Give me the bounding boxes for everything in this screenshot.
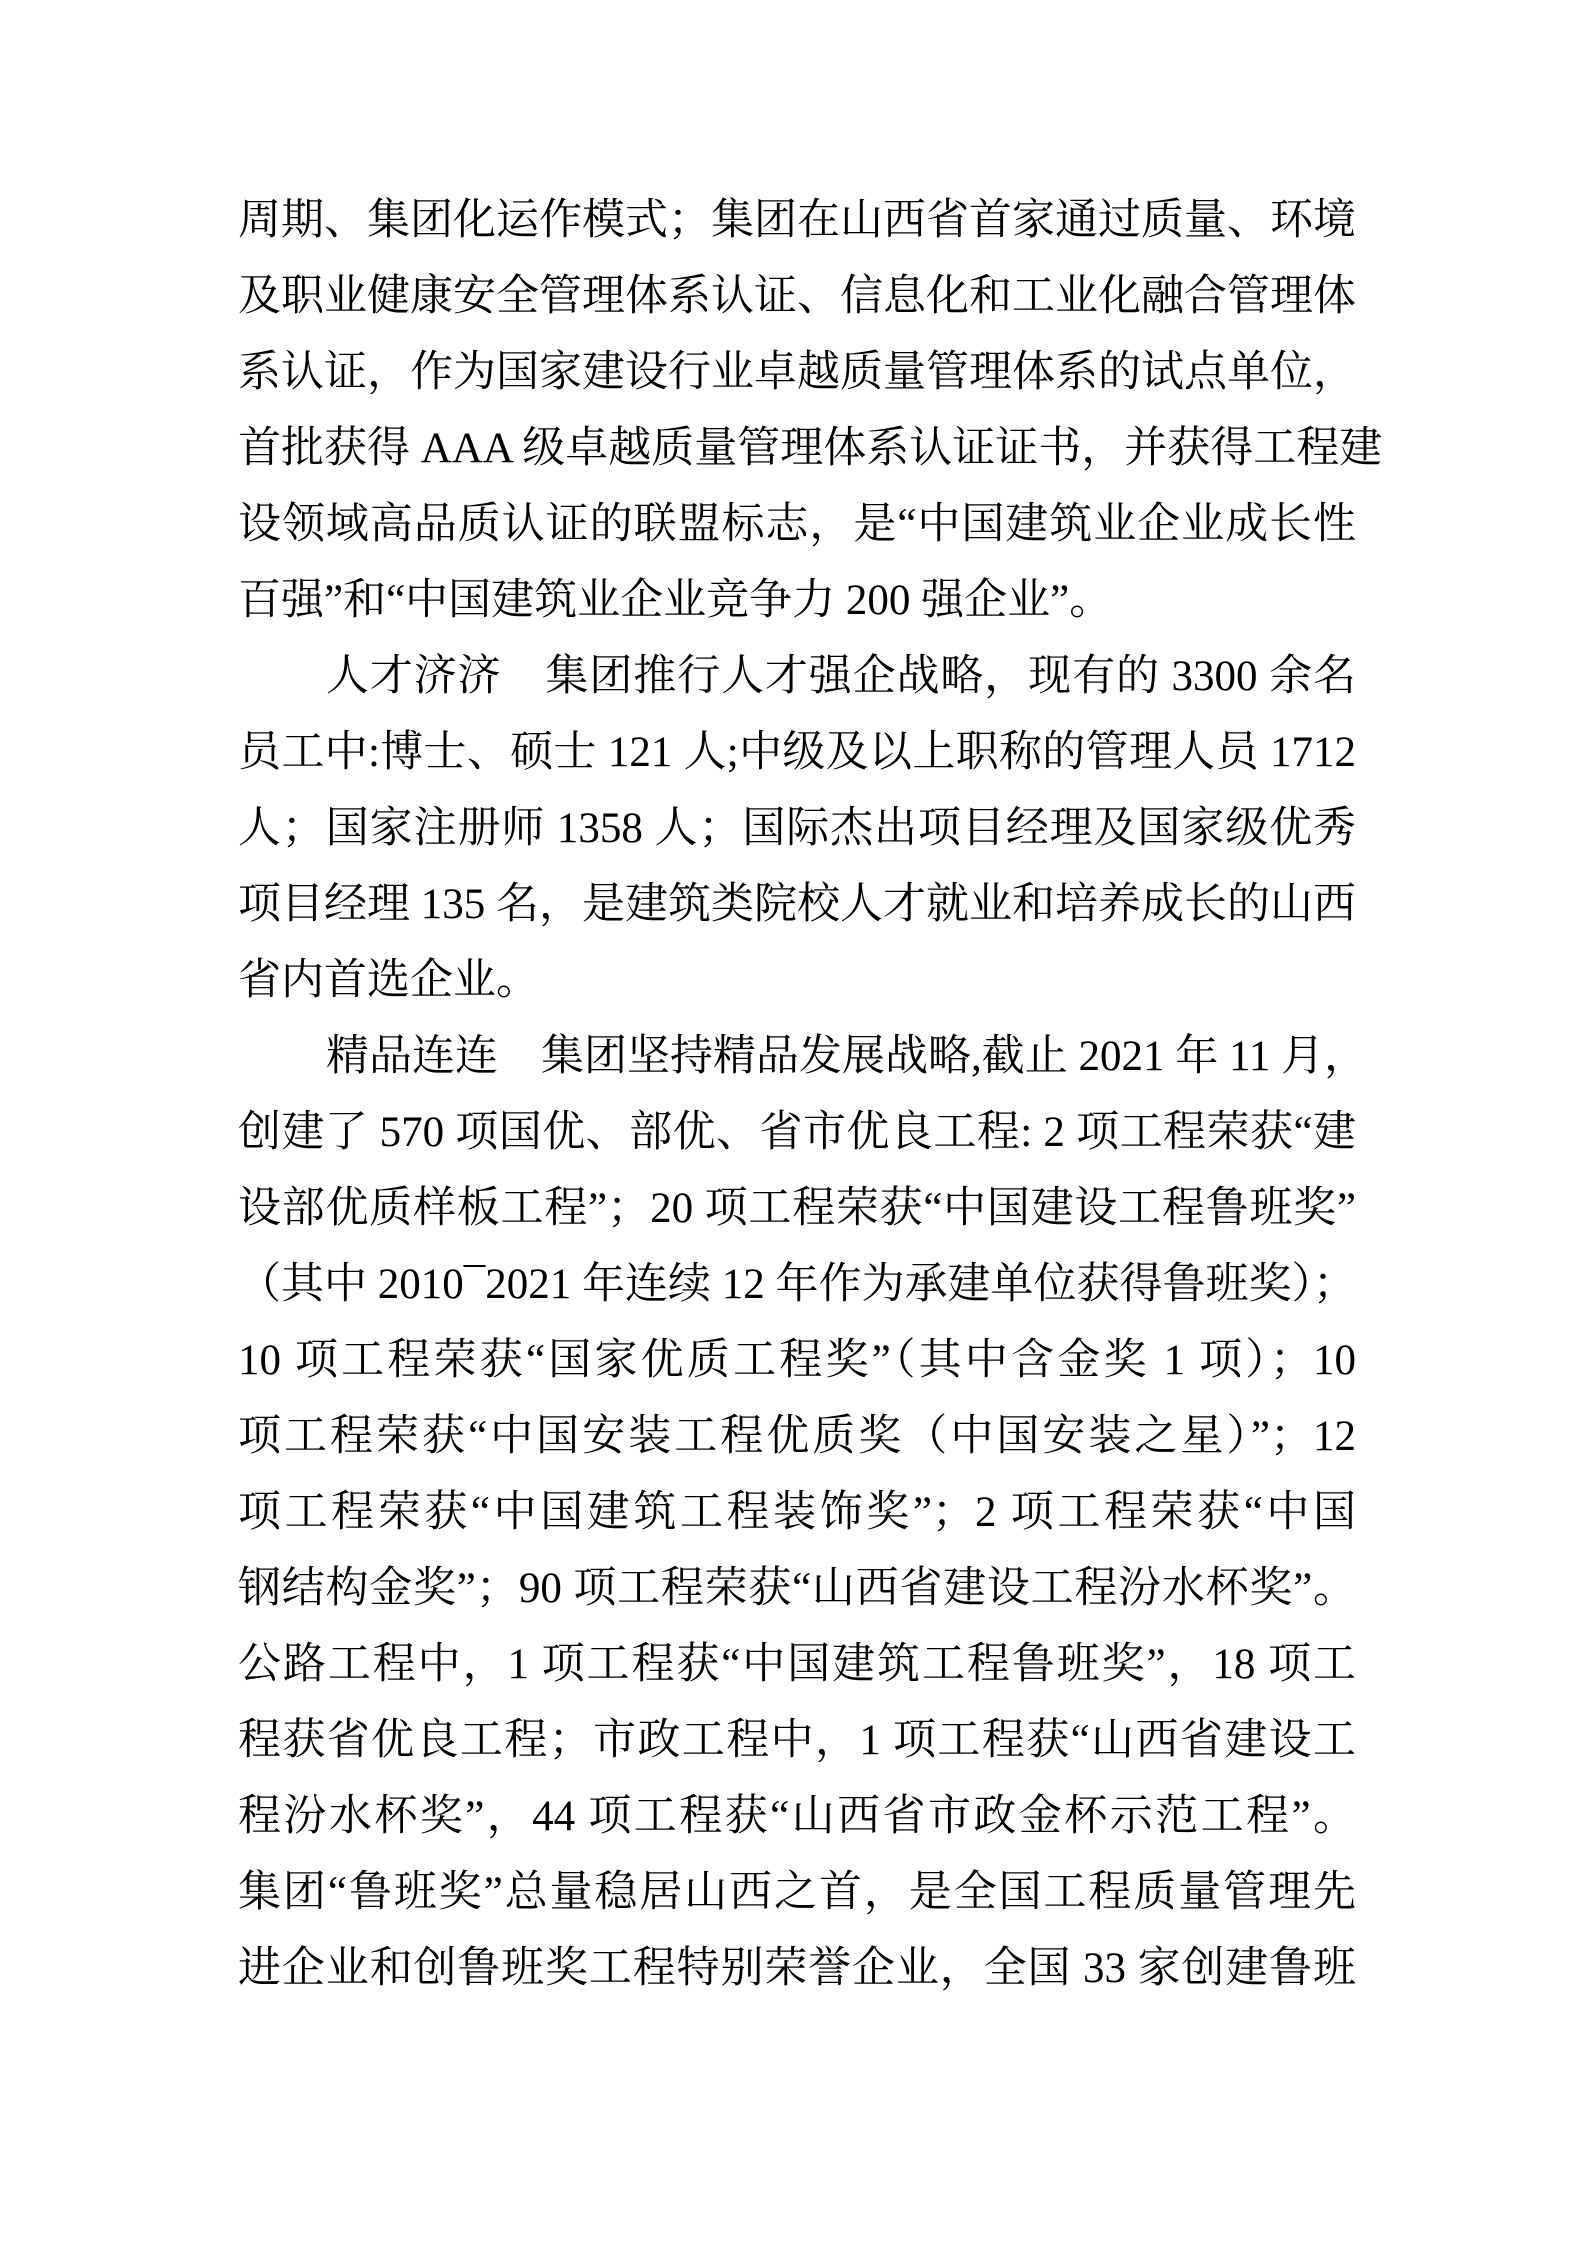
text-line: 系认证，作为国家建设行业卓越质量管理体系的试点单位，: [238, 349, 1356, 396]
text-line: 百强”和“中国建筑业企业竞争力 200 强企业”。: [238, 577, 1113, 624]
text-line: 及职业健康安全管理体系认证、信息化和工业化融合管理体: [238, 273, 1356, 320]
text-line: 集团“鲁班奖”总量稳居山西之首，是全国工程质量管理先: [238, 1869, 1356, 1916]
text-line: 设领域高品质认证的联盟标志，是“中国建筑业企业成长性: [238, 501, 1356, 548]
text-line: 首批获得 AAA 级卓越质量管理体系认证证书，并获得工程建: [238, 425, 1383, 472]
text-line: 省内首选企业。: [238, 957, 539, 1004]
text-line: 钢结构金奖”；90 项工程荣获“山西省建设工程汾水杯奖”。: [238, 1565, 1356, 1612]
text-line: 精品连连 集团坚持精品发展战略,截止 2021 年 11 月，: [326, 1033, 1368, 1080]
text-line: （其中 2010¯2021 年连续 12 年作为承建单位获得鲁班奖）；: [238, 1261, 1356, 1308]
text-line: 设部优质样板工程”；20 项工程荣获“中国建设工程鲁班奖”: [238, 1185, 1356, 1232]
document-body: [238, 183, 1383, 2007]
text-line: 员工中:博士、硕士 121 人;中级及以上职称的管理人员 1712: [238, 729, 1356, 776]
text-line: 项工程荣获“中国建筑工程装饰奖”；2 项工程荣获“中国: [238, 1489, 1356, 1536]
text-line: 人才济济 集团推行人才强企战略，现有的 3300 余名: [326, 653, 1356, 700]
text-line: 周期、集团化运作模式；集团在山西省首家通过质量、环境: [238, 197, 1356, 244]
text-line: 人；国家注册师 1358 人；国际杰出项目经理及国家级优秀: [238, 805, 1356, 852]
text-line: 程获省优良工程；市政工程中，1 项工程获“山西省建设工: [238, 1717, 1356, 1764]
text-line: 创建了 570 项国优、部优、省市优良工程: 2 项工程荣获“建: [238, 1109, 1356, 1156]
text-line: 项工程荣获“中国安装工程优质奖（中国安装之星）”；12: [238, 1413, 1356, 1460]
text-line: 程汾水杯奖”，44 项工程获“山西省市政金杯示范工程”。: [238, 1793, 1356, 1840]
text-line: 项目经理 135 名，是建筑类院校人才就业和培养成长的山西: [238, 881, 1356, 928]
text-line: 公路工程中，1 项工程获“中国建筑工程鲁班奖”，18 项工: [238, 1641, 1356, 1688]
text-line: 进企业和创鲁班奖工程特别荣誉企业，全国 33 家创建鲁班: [238, 1945, 1356, 1992]
text-line: 10 项工程荣获“国家优质工程奖”（其中含金奖 1 项）；10: [238, 1337, 1356, 1384]
